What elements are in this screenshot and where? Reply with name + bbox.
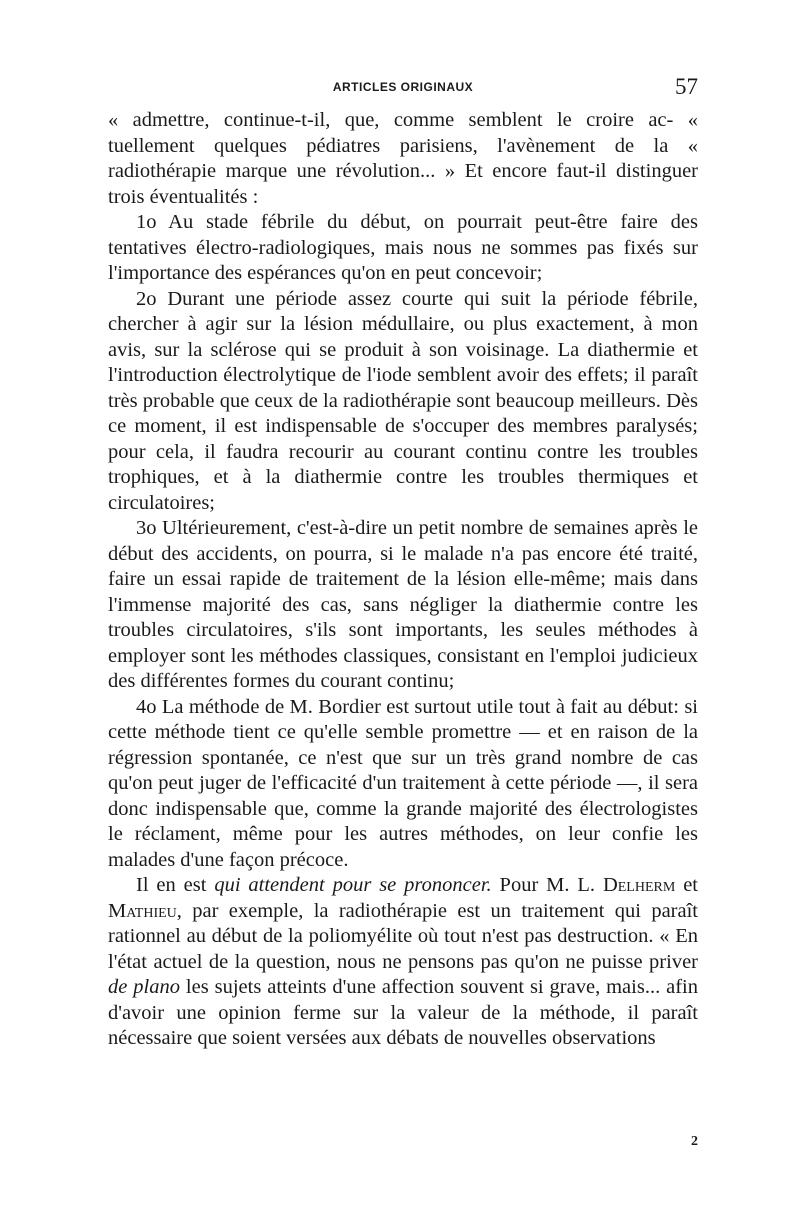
paragraph-6-italic2: de plano <box>108 976 180 998</box>
page <box>108 74 699 1149</box>
signature-mark: 2 <box>691 1134 698 1149</box>
running-head <box>108 74 698 102</box>
paragraph-6-part5: les sujets atteints d'une affection souvent si grave, mais... afin d'avoir une opinion ferme sur la valeur de la méthode, il paraît nécessaire que soient versées aux débats de nouvelles observations <box>108 976 699 1049</box>
paragraph-5: 4o La méthode de M. Bordier est surtout utile tout à fait au début: si cette méthode tient ce qu'elle semble promettre — et en raison de la régression spontanée, ce n'est que sur un très grand nombre de cas qu'on peut juger de l'efficacité d'un traitement à cette période —, il sera donc indispensable que, comme la grande majorité des électrologistes le réclament, même pour les autres méthodes, on leur confie les malades d'une façon précoce. <box>108 695 698 871</box>
body-text <box>108 108 698 1052</box>
paragraph-6-italic1: qui attendent pour se prononcer. <box>214 874 492 896</box>
author-mathieu: Mathieu <box>108 899 177 922</box>
paragraph-4: 3o Ultérieurement, c'est-à-dire un petit nombre de semaines après le début des accidents, on pourra, si le malade n'a pas encore été traité, faire un essai rapide de traitement de la lésion elle-même; mais dans l'immense majorité des cas, sans négliger la diathermie contre les troubles circulatoires, s'ils sont importants, les seules méthodes à employer sont les méthodes classiques, consistant en l'emploi judicieux des différentes formes du courant continu; <box>108 517 698 692</box>
paragraph-6-part1: Il en est <box>136 874 215 896</box>
paragraph-3: 2o Durant une période assez courte qui suit la période fébrile, chercher à agir sur la lésion médullaire, ou plus exactement, à mon avis, sur la sclérose qui se produit à son voisinage. La diathermie et l'introduction électrolytique de l'iode semblent avoir des effets; il paraît très probable que ceux de la radiothérapie sont beaucoup meilleurs. Dès ce moment, il est indispensable de s'occuper des membres paralysés; pour cela, il faudra recourir au courant continu contre les troubles trophiques, et à la diathermie contre les troubles thermiques et circulatoires; <box>108 287 698 514</box>
author-delherm: Delherm <box>602 874 676 896</box>
paragraph-6 <box>108 873 698 1052</box>
paragraph-6-part3: et <box>675 874 698 896</box>
paragraph-1: « admettre, continue-t-il, que, comme semblent le croire ac- « tuellement quelques pédiatres parisiens, l'avènement de la « radiothérapie marque une révolution... » Et encore faut-il distinguer trois éventualités : <box>108 109 698 208</box>
running-title: ARTICLES ORIGINAUX <box>332 80 474 94</box>
paragraph-2: 1o Au stade fébrile du début, on pourrait peut-être faire des tentatives électro-radiologiques, mais nous ne sommes pas fixés sur l'importance des espérances qu'on en peut concevoir; <box>108 211 698 284</box>
page-number: 57 <box>675 74 698 99</box>
paragraph-6-part4: , par exemple, la radiothérapie est un traitement qui paraît rationnel au début de la poliomyélite où tout n'est pas destruction. « En l'état actuel de la question, nous ne pensons pas qu'on ne puisse priver <box>108 899 698 973</box>
paragraph-6-part2: Pour M. L. <box>491 874 603 896</box>
